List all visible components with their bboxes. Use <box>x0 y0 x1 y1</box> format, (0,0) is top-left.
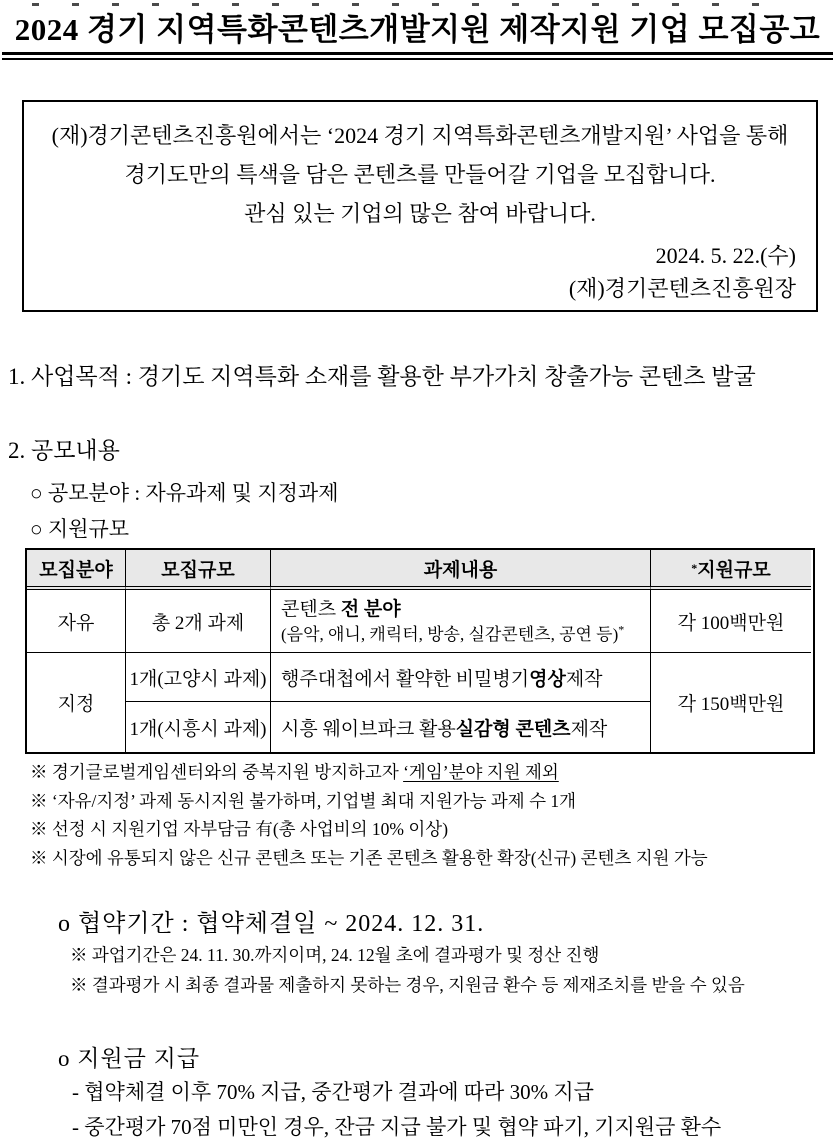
header-scale-label: 모집규모 <box>161 559 235 581</box>
table-header-category <box>27 550 125 590</box>
goyang-content-bold: 영상 <box>529 668 566 690</box>
payment-heading: o 지원금 지급 <box>58 1046 201 1071</box>
free-content-line1 <box>281 597 401 623</box>
notice-box <box>22 100 818 312</box>
support-scale-table <box>25 548 815 754</box>
section-2-heading: 2. 공모내용 <box>8 438 120 463</box>
title-double-rule <box>2 52 833 60</box>
agreement-note-1: ※ 과업기간은 24. 11. 30.까지이며, 24. 12월 초에 결과평가 및 정산 진행 <box>70 945 600 965</box>
goyang-content-post: 제작 <box>565 668 603 690</box>
free-content-sub: (음악, 애니, 캐릭터, 방송, 실감콘텐츠, 공연 등) <box>281 624 619 644</box>
payment-item-1: - 협약체결 이후 70% 지급, 중간평가 결과에 따라 30% 지급 <box>72 1080 594 1104</box>
header-content-label: 과제내용 <box>423 559 498 581</box>
free-content-line2 <box>281 623 624 646</box>
table-header-support: * 지원규모 <box>650 550 811 590</box>
agreement-notes <box>70 945 833 1005</box>
header-support-label: 지원규모 <box>697 559 771 581</box>
goyang-content-pre: 행주대첩에서 활약한 비밀병기 <box>281 668 530 690</box>
payment-items <box>72 1080 833 1146</box>
cell-designated-support: 각 150백만원 <box>650 653 811 752</box>
siheung-content-pre: 시흥 웨이브파크 활용 <box>281 718 456 740</box>
footnote-1-underlined: ‘게임’분야 지원 제외 <box>403 762 559 782</box>
cropped-previous-line-artifact <box>32 3 792 6</box>
cell-goyang-content <box>270 653 650 702</box>
free-content-pre: 콘텐츠 <box>281 598 341 620</box>
footnote-4: ※ 시장에 유통되지 않은 신규 콘텐츠 또는 기존 콘텐츠 활용한 확장(신규) 콘텐츠 지원 가능 <box>30 847 708 868</box>
notice-signer: (재)경기콘텐츠진흥원장 <box>568 276 796 301</box>
free-content-asterisk: * <box>618 621 625 636</box>
siheung-content-post: 제작 <box>570 718 608 740</box>
document-title: 2024 경기 지역특화콘텐츠개발지원 제작지원 기업 모집공고 <box>14 12 821 47</box>
header-category-label: 모집분야 <box>39 559 113 581</box>
cell-free-support: 각 100백만원 <box>650 590 811 653</box>
footnote-2: ※ ‘자유/지정’ 과제 동시지원 불가하며, 기업별 최대 지원가능 과제 수 1개 <box>30 790 577 811</box>
section-1-purpose: 1. 사업목적 : 경기도 지역특화 소재를 활용한 부가가치 창출가능 콘텐츠 발굴 <box>8 364 756 389</box>
bullet-support-scale: ○ 지원규모 <box>30 517 130 541</box>
cell-free-category: 자유 <box>27 590 125 653</box>
cell-siheung-content <box>270 702 650 752</box>
footnote-1 <box>30 762 833 782</box>
cell-free-scale: 총 2개 과제 <box>125 590 270 653</box>
free-content-bold: 전 분야 <box>340 598 401 620</box>
cell-designated-category: 지정 <box>57 694 95 715</box>
table-header-content <box>270 550 650 590</box>
table-header-scale <box>125 550 270 590</box>
table-footnotes <box>30 762 833 876</box>
cell-siheung-scale: 1개(시흥시 과제) <box>125 702 270 752</box>
footnote-3: ※ 선정 시 지원기업 자부담금 有(총 사업비의 10% 이상) <box>30 819 449 839</box>
siheung-content-bold: 실감형 콘텐츠 <box>455 718 571 740</box>
notice-line-2: 경기도만의 특색을 담은 콘텐츠를 만들어갈 기업을 모집합니다. <box>124 162 716 187</box>
bullet-application-field: ○ 공모분야 : 자유과제 및 지정과제 <box>30 481 339 505</box>
agreement-note-2: ※ 결과평가 시 최종 결과물 제출하지 못하는 경우, 지원금 환수 등 제재조치를 받을 수 있음 <box>70 975 745 995</box>
payment-item-2: - 중간평가 70점 미만인 경우, 잔금 지급 불가 및 협약 파기, 기지원금 환수 <box>72 1115 722 1139</box>
agreement-period-heading: o 협약기간 : 협약체결일 ~ 2024. 12. 31. <box>58 911 485 937</box>
footnote-1-text: ※ 경기글로벌게임센터와의 중복지원 방지하고자 <box>30 762 404 782</box>
notice-date: 2024. 5. 22.(수) <box>655 243 796 268</box>
notice-line-1: (재)경기콘텐츠진흥원에서는 ‘2024 경기 지역특화콘텐츠개발지원’ 사업을 통해 <box>51 123 789 148</box>
notice-line-3: 관심 있는 기업의 많은 참여 바랍니다. <box>244 201 596 226</box>
cell-goyang-scale: 1개(고양시 과제) <box>125 653 270 702</box>
cell-free-content <box>270 590 650 653</box>
